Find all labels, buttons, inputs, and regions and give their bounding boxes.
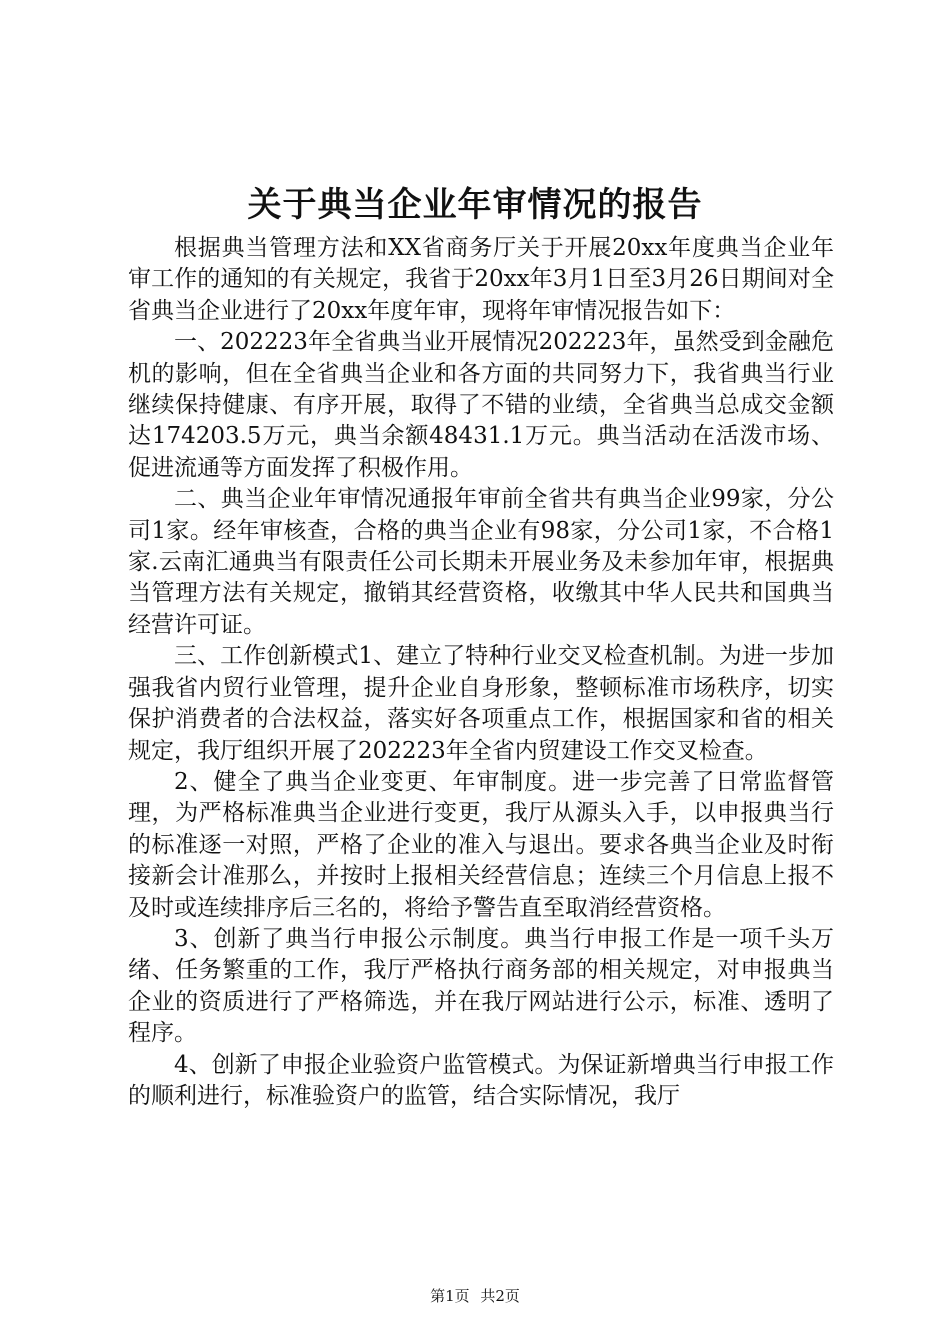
document-body [128, 233, 834, 1112]
paragraph-section-1: 一、202223年全省典当业开展情况202223年，虽然受到金融危机的影响，但在全省典当企业和各方面的共同努力下，我省典当行业继续保持健康、有序开展，取得了不错的业绩，全省典当总成交金额达174203.5万元，典当余额48431.1万元。典当活动在活泼市场、促进流通等方面发挥了积极作用。 [128, 329, 834, 481]
document-title: 关于典当企业年审情况的报告 [247, 185, 703, 225]
paragraph-intro: 根据典当管理方法和XX省商务厅关于开展20xx年度典当企业年审工作的通知的有关规定，我省于20xx年3月1日至3月26日期间对全省典当企业进行了20xx年度年审，现将年审情况报告如下： [128, 235, 834, 324]
page-footer [0, 1286, 950, 1306]
paragraph-section-3: 三、工作创新模式1、建立了特种行业交叉检查机制。为进一步加强我省内贸行业管理，提升企业自身形象，整顿标准市场秩序，切实保护消费者的合法权益，落实好各项重点工作，根据国家和省的相关规定，我厅组织开展了202223年全省内贸建设工作交叉检查。 [128, 643, 834, 764]
page-number-current: 第1页 [430, 1287, 470, 1305]
paragraph-item-4: 4、创新了申报企业验资户监管模式。为保证新增典当行申报工作的顺利进行，标准验资户的监管，结合实际情况，我厅 [128, 1051, 834, 1109]
paragraph-section-2: 二、典当企业年审情况通报年审前全省共有典当企业99家，分公司1家。经年审核查，合格的典当企业有98家，分公司1家，不合格1家.云南汇通典当有限责任公司长期未开展业务及未参加年审，根据典当管理方法有关规定，撤销其经营资格，收缴其中华人民共和国典当经营许可证。 [128, 486, 834, 638]
paragraph-item-2: 2、健全了典当企业变更、年审制度。进一步完善了日常监督管理，为严格标准典当企业进行变更，我厅从源头入手，以申报典当行的标准逐一对照，严格了企业的准入与退出。要求各典当企业及时衔接新会计准那么，并按时上报相关经营信息；连续三个月信息上报不及时或连续排序后三名的，将给予警告直至取消经营资格。 [128, 768, 834, 921]
paragraph-item-3: 3、创新了典当行申报公示制度。典当行申报工作是一项千头万绪、任务繁重的工作，我厅严格执行商务部的相关规定，对申报典当企业的资质进行了严格筛选，并在我厅网站进行公示，标准、透明了程序。 [128, 925, 834, 1047]
page-number-total: 共2页 [480, 1287, 520, 1305]
